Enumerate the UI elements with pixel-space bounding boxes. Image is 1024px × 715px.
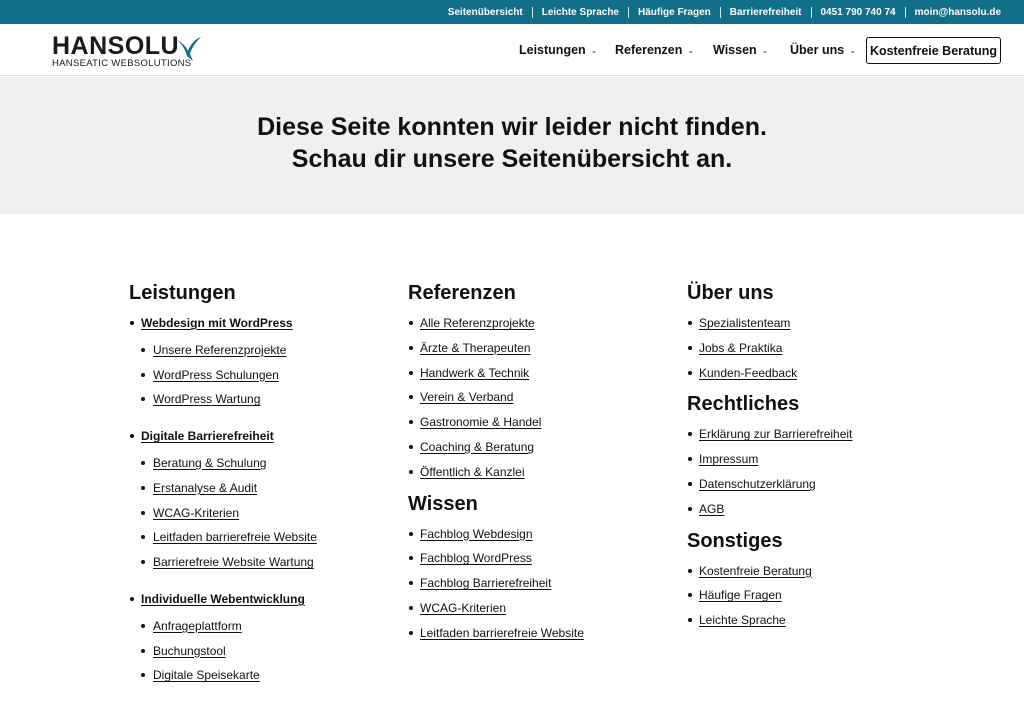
nav-wissen[interactable]: [713, 43, 768, 57]
cta-button[interactable]: Kostenfreie Beratung: [866, 37, 1001, 64]
list-item[interactable]: Buchungstool: [129, 642, 389, 667]
top-link-phone[interactable]: 0451 790 740 74: [812, 7, 906, 18]
list-item[interactable]: Verein & Verband: [408, 388, 668, 413]
nav-ueber-uns[interactable]: [790, 43, 856, 57]
list-item[interactable]: Beratung & Schulung: [129, 454, 389, 479]
list-item[interactable]: Häufige Fragen: [687, 586, 947, 611]
page-title: [0, 111, 1024, 175]
sitemap-column-3: [687, 280, 947, 636]
wissen-list: [408, 525, 668, 649]
section-title-wissen: Wissen: [408, 492, 478, 515]
list-item[interactable]: Datenschutzerklärung: [687, 475, 947, 500]
section-title-rechtliches: Rechtliches: [687, 393, 800, 416]
logo-tagline: HANSEATIC WEBSOLUTIONS: [52, 58, 192, 69]
list-item[interactable]: Coaching & Beratung: [408, 438, 668, 463]
section-title-leistungen: Leistungen: [129, 282, 236, 304]
nav-leistungen[interactable]: [519, 43, 597, 57]
list-item[interactable]: Leitfaden barrierefreie Website: [408, 624, 668, 649]
list-item[interactable]: Unsere Referenzprojekte: [129, 341, 389, 366]
leistungen-list: [129, 314, 389, 691]
list-item[interactable]: Anfrageplattform: [129, 617, 389, 642]
list-item[interactable]: Öffentlich & Kanzlei: [408, 463, 668, 488]
list-item[interactable]: Digitale Speisekarte: [129, 666, 389, 691]
list-item[interactable]: Leitfaden barrierefreie Website: [129, 528, 389, 553]
top-links: [439, 0, 1001, 24]
list-item[interactable]: Webdesign mit WordPress: [129, 314, 389, 339]
chevron-down-icon: ⌄: [687, 45, 695, 55]
nav-referenzen[interactable]: [615, 43, 694, 57]
top-link-email[interactable]: moin@hansolu.de: [914, 6, 1001, 18]
title-line-1: Diese Seite konnten wir leider nicht finden.: [257, 113, 767, 141]
top-link-sitemap[interactable]: Seitenübersicht: [439, 7, 533, 18]
list-item[interactable]: WCAG-Kriterien: [129, 504, 389, 529]
chevron-down-icon: ⌄: [761, 45, 769, 55]
list-item[interactable]: Fachblog Webdesign: [408, 525, 668, 550]
section-title-ueber-uns: Über uns: [687, 282, 774, 304]
ueber-uns-list: [687, 314, 947, 388]
nav-label: Leistungen: [519, 43, 586, 57]
list-item[interactable]: Gastronomie & Handel: [408, 413, 668, 438]
title-line-2: Schau dir unsere Seitenübersicht an.: [291, 145, 733, 173]
list-item[interactable]: Erklärung zur Barrierefreiheit: [687, 425, 947, 450]
section-title-sonstiges: Sonstiges: [687, 529, 783, 552]
list-item[interactable]: Ärzte & Therapeuten: [408, 339, 668, 364]
rechtliches-list: [687, 425, 947, 524]
nav-label: Referenzen: [615, 43, 683, 57]
top-link-easy-language[interactable]: Leichte Sprache: [533, 7, 629, 18]
site-header: [0, 24, 1024, 76]
list-item[interactable]: Kostenfreie Beratung: [687, 562, 947, 587]
top-bar: [0, 0, 1024, 24]
sitemap-column-1: [129, 280, 389, 691]
sonstiges-list: [687, 562, 947, 636]
nav-label: Wissen: [713, 43, 757, 57]
list-item[interactable]: AGB: [687, 500, 947, 525]
logo-wordmark: HANSOLU: [52, 32, 180, 60]
list-item[interactable]: Kunden-Feedback: [687, 364, 947, 389]
chevron-down-icon: ⌄: [849, 45, 856, 55]
list-item[interactable]: Barrierefreie Website Wartung: [129, 553, 389, 578]
nav-label: Über uns: [790, 43, 845, 57]
list-item[interactable]: Spezialistenteam: [687, 314, 947, 339]
logo[interactable]: [52, 32, 202, 72]
sitemap-column-2: [408, 280, 668, 649]
section-title-referenzen: Referenzen: [408, 282, 516, 304]
list-item[interactable]: Jobs & Praktika: [687, 339, 947, 364]
list-item[interactable]: Digitale Barrierefreiheit: [129, 427, 389, 452]
list-item[interactable]: Handwerk & Technik: [408, 364, 668, 389]
list-item[interactable]: Leichte Sprache: [687, 611, 947, 636]
list-item[interactable]: WordPress Schulungen: [129, 366, 389, 391]
list-item[interactable]: Fachblog WordPress: [408, 549, 668, 574]
list-item[interactable]: Alle Referenzprojekte: [408, 314, 668, 339]
hero-banner: [0, 77, 1024, 214]
top-link-accessibility[interactable]: Barrierefreiheit: [721, 7, 812, 18]
list-item[interactable]: Erstanalyse & Audit: [129, 479, 389, 504]
referenzen-list: [408, 314, 668, 488]
list-item[interactable]: WordPress Wartung: [129, 390, 389, 415]
list-item[interactable]: WCAG-Kriterien: [408, 599, 668, 624]
list-item[interactable]: Fachblog Barrierefreiheit: [408, 574, 668, 599]
chevron-down-icon: ⌄: [590, 45, 598, 55]
list-item[interactable]: Individuelle Webentwicklung: [129, 590, 389, 615]
list-item[interactable]: Impressum: [687, 450, 947, 475]
top-link-faq[interactable]: Häufige Fragen: [629, 7, 721, 18]
